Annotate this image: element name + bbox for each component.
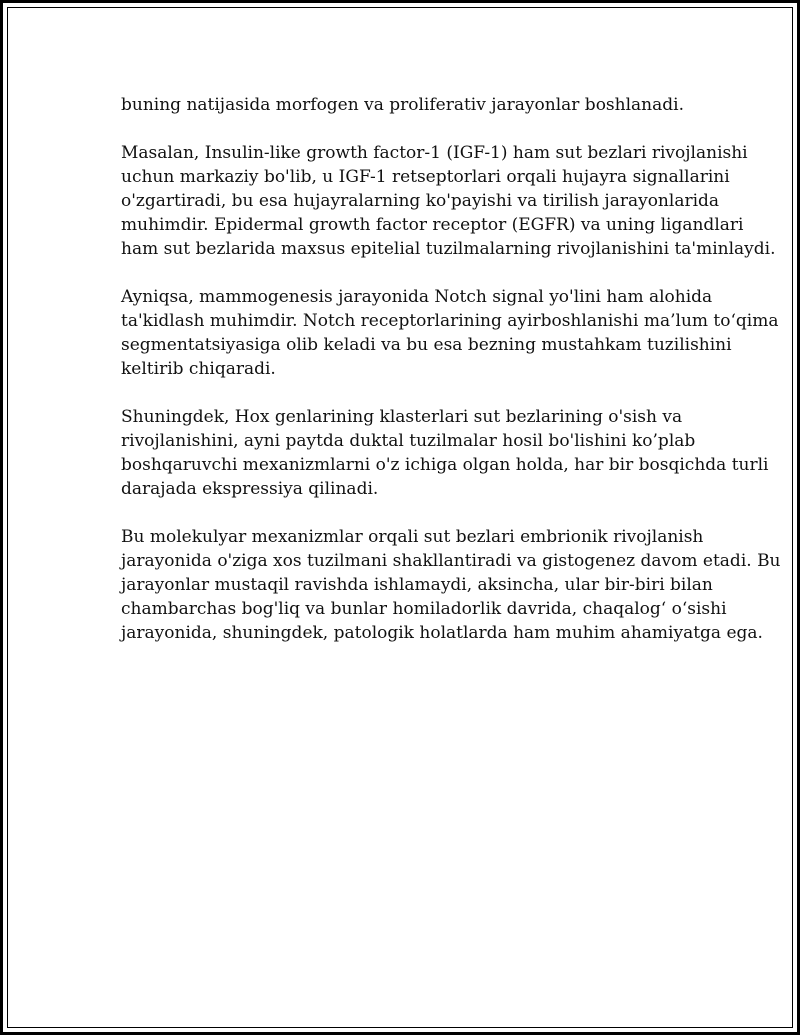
paragraph-5 xyxy=(121,525,781,645)
text-line: Shuningdek, Hox genlarining klasterlari sut bezlarining o'sish va xyxy=(121,407,683,427)
paragraph-1 xyxy=(121,93,693,117)
text-line: keltirib chiqaradi. xyxy=(121,359,276,379)
text-line: Bu molekulyar mexanizmlar orqali sut bezlari embrionik rivojlanish xyxy=(121,527,704,547)
text-line: segmentatsiyasiga olib keladi va bu esa bezning mustahkam tuzilishini xyxy=(121,335,732,355)
text-line: ta'kidlash muhimdir. Notch receptorlarining ayirboshlanishi ma’lum to‘qima xyxy=(121,311,779,331)
text-line: jarayonida o'ziga xos tuzilmani shakllantiradi va gistogenez davom etadi. Bu xyxy=(121,551,781,571)
paragraph-2 xyxy=(121,141,776,261)
text-line: rivojlanishini, ayni paytda duktal tuzilmalar hosil bo'lishini ko’plab xyxy=(121,431,696,451)
text-line: darajada ekspressiya qilinadi. xyxy=(121,479,379,499)
text-line: ham sut bezlarida maxsus epitelial tuzilmalarning rivojlanishini ta'minlaydi. xyxy=(121,239,776,259)
text-line: Masalan, Insulin-like growth factor-1 (IGF-1) ham sut bezlari rivojlanishi xyxy=(121,143,748,163)
text-line: uchun markaziy bo'lib, u IGF-1 retseptorlari orqali hujayra signallarini xyxy=(121,167,730,187)
text-line: jarayonida, shuningdek, patologik holatlarda ham muhim ahamiyatga ega. xyxy=(121,623,763,643)
text-line: buning natijasida morfogen va proliferativ jarayonlar boshlanadi. xyxy=(121,95,684,115)
text-line: boshqaruvchi mexanizmlarni o'z ichiga olgan holda, har bir bosqichda turli xyxy=(121,455,769,475)
paragraph-4 xyxy=(121,405,769,501)
text-line: muhimdir. Epidermal growth factor receptor (EGFR) va uning ligandlari xyxy=(121,215,744,235)
text-line: jarayonlar mustaqil ravishda ishlamaydi, aksincha, ular bir-biri bilan xyxy=(121,575,713,595)
text-line: Ayniqsa, mammogenesis jarayonida Notch signal yo'lini ham alohida xyxy=(121,287,713,307)
text-line: o'zgartiradi, bu esa hujayralarning ko'payishi va tirilish jarayonlarida xyxy=(121,191,720,211)
text-line: chambarchas bog'liq va bunlar homiladorlik davrida, chaqalog‘ o‘sishi xyxy=(121,599,727,619)
document-body xyxy=(121,93,781,669)
paragraph-3 xyxy=(121,285,779,381)
